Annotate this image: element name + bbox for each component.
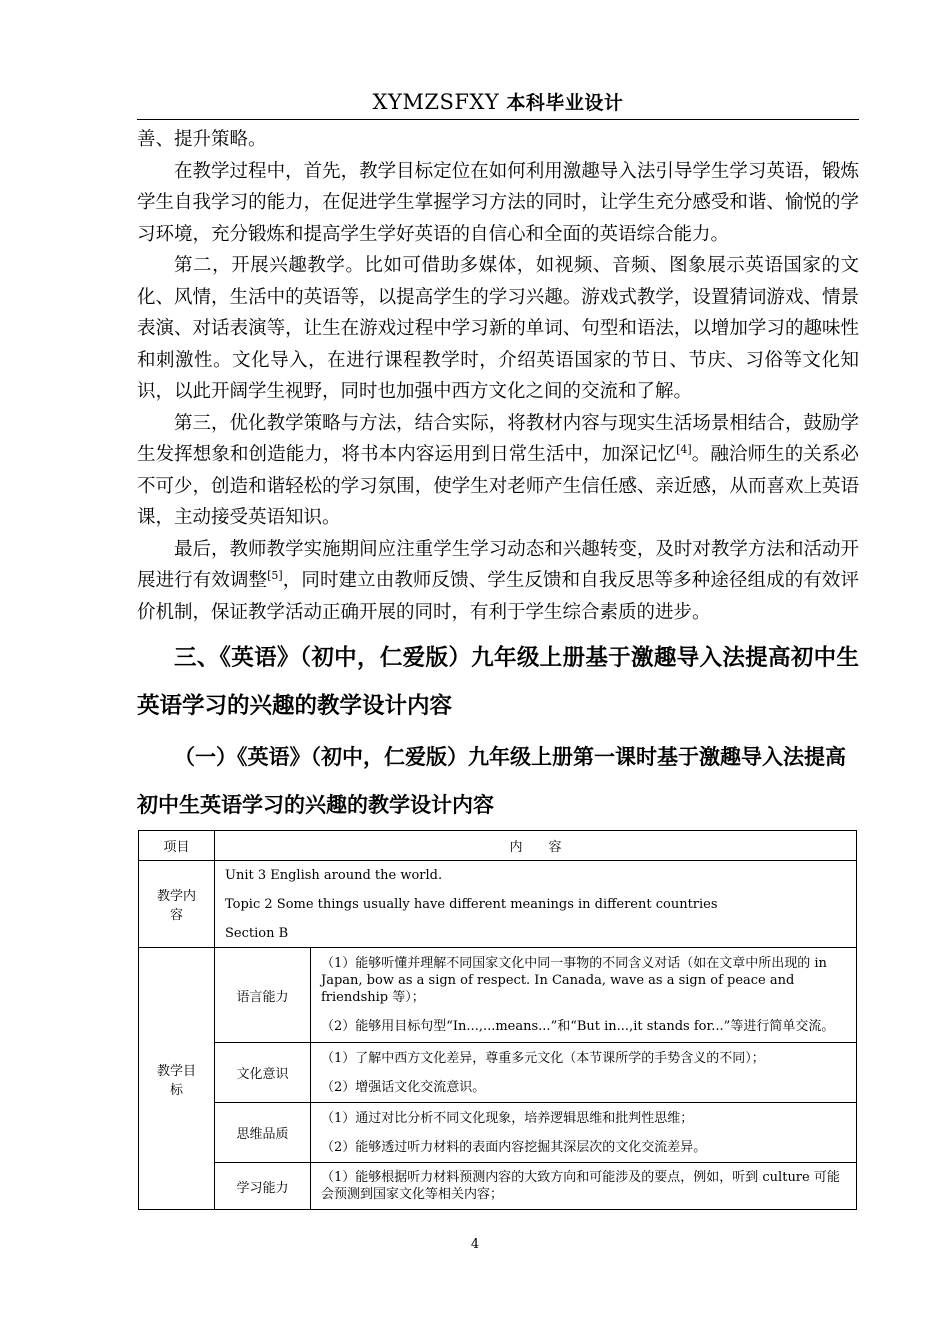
body-text <box>137 124 859 628</box>
header-item-cell: 项目 <box>139 831 215 861</box>
objective-name: 文化意识 <box>215 1043 311 1103</box>
objective-line: （2）能够透过听力材料的表面内容挖掘其深层次的文化交流差异。 <box>321 1139 707 1155</box>
page-header <box>137 88 859 117</box>
content-line-unit: Unit 3 English around the world. <box>225 867 443 883</box>
objective-line: （2）增强话文化交流意识。 <box>321 1079 486 1095</box>
objective-row <box>139 1103 857 1163</box>
paragraph-second: 第二，开展兴趣教学。比如可借助多媒体，如视频、音频、图象展示英语国家的文化、风情，生活中的英语等，以提高学生的学习兴趣。游戏式教学，设置猜词游戏、情景表演、对话表演等，让生在游戏过程中学习新的单词、句型和语法，以增加学习的趣味性和刺激性。文化导入，在进行课程教学时，介绍英语国家的节日、节庆、习俗等文化知识，以此开阔学生视野，同时也加强中西方文化之间的交流和了解。 <box>137 255 859 402</box>
objective-row <box>139 1163 857 1210</box>
objective-detail <box>311 1043 857 1103</box>
teaching-content-label: 教学内容 <box>139 861 215 948</box>
header-content-cell: 内 容 <box>215 831 857 861</box>
objective-line: （2）能够用目标句型“In...,...means...”和“But in...,it stands for...”等进行简单交流。 <box>321 1019 835 1034</box>
citation-5: [5] <box>267 568 283 582</box>
objective-detail <box>311 948 857 1043</box>
objectives-label: 教学目标 <box>139 948 215 1210</box>
objective-detail <box>311 1103 857 1163</box>
paragraph-continuation: 善、提升策略。 <box>137 129 267 150</box>
content-line-topic: Topic 2 Some things usually have different meanings in different countries <box>225 896 718 912</box>
objective-detail <box>311 1163 857 1210</box>
paragraph-last-b: ，同时建立由教师反馈、学生反馈和自我反思等多种途径组成的有效评价机制，保证教学活动正确开展的同时，有利于学生综合素质的进步。 <box>137 570 859 623</box>
teaching-content-cell <box>215 861 857 948</box>
section-heading: 三、《英语》（初中，仁爱版）九年级上册基于激趣导入法提高初中生英语学习的兴趣的教学设计内容 <box>137 645 859 719</box>
objective-line: （1）通过对比分析不同文化现象，培养逻辑思维和批判性思维； <box>321 1110 694 1126</box>
paragraph-last <box>137 534 859 629</box>
citation-4: [4] <box>676 442 692 456</box>
page-number: 4 <box>470 1237 480 1252</box>
objective-name: 思维品质 <box>215 1103 311 1163</box>
content-line-section: Section B <box>225 925 289 941</box>
paragraph-third-b: 。融洽师生的关系必不可少，创造和谐轻松的学习氛围，使学生对老师产生信任感、亲近感，从而喜欢上英语课，主动接受英语知识。 <box>137 444 859 528</box>
paragraph-third-a: 第三，优化教学策略与方法，结合实际，将教材内容与现实生活场景相结合，鼓励学生发挥想象和创造能力，将书本内容运用到日常生活中，加深记忆 <box>137 412 859 465</box>
subsection-heading: （一）《英语》（初中，仁爱版）九年级上册第一课时基于激趣导入法提高初中生英语学习的兴趣的教学设计内容 <box>137 745 846 817</box>
objective-line: （1）了解中西方文化差异，尊重多元文化（本节课所学的手势含义的不同）； <box>321 1050 765 1066</box>
objective-row <box>139 948 857 1043</box>
objective-row <box>139 1043 857 1103</box>
header-rule <box>137 119 859 120</box>
objective-line: （1）能够根据听力材料预测内容的大致方向和可能涉及的要点，例如，听到 culture 可能会预测到国家文化等相关内容； <box>321 1170 840 1202</box>
paragraph-third <box>137 408 859 534</box>
paragraph-last-a: 最后，教师教学实施期间应注重学生学习动态和兴趣转变，及时对教学方法和活动开展进行有效调整 <box>137 538 859 591</box>
objective-name: 语言能力 <box>215 948 311 1043</box>
table-header-row <box>139 831 857 861</box>
lesson-plan-table <box>138 830 857 1210</box>
objective-name: 学习能力 <box>215 1163 311 1210</box>
header-title-en: XYMZSFXY <box>372 90 500 114</box>
teaching-content-row <box>139 861 857 948</box>
objective-line: （1）能够听懂并理解不同国家文化中同一事物的不同含义对话（如在文章中所出现的 in Japan, bow as a sign of respect. In Canada, wave as a sign of peace and friendship 等）； <box>321 956 827 1005</box>
paragraph-first: 在教学过程中，首先，教学目标定位在如何利用激趣导入法引导学生学习英语，锻炼学生自我学习的能力，在促进学生掌握学习方法的同时，让学生充分感受和谐、愉悦的学习环境，充分锻炼和提高学生学好英语的自信心和全面的英语综合能力。 <box>137 160 859 245</box>
header-title-cn: 本科毕业设计 <box>506 92 624 114</box>
